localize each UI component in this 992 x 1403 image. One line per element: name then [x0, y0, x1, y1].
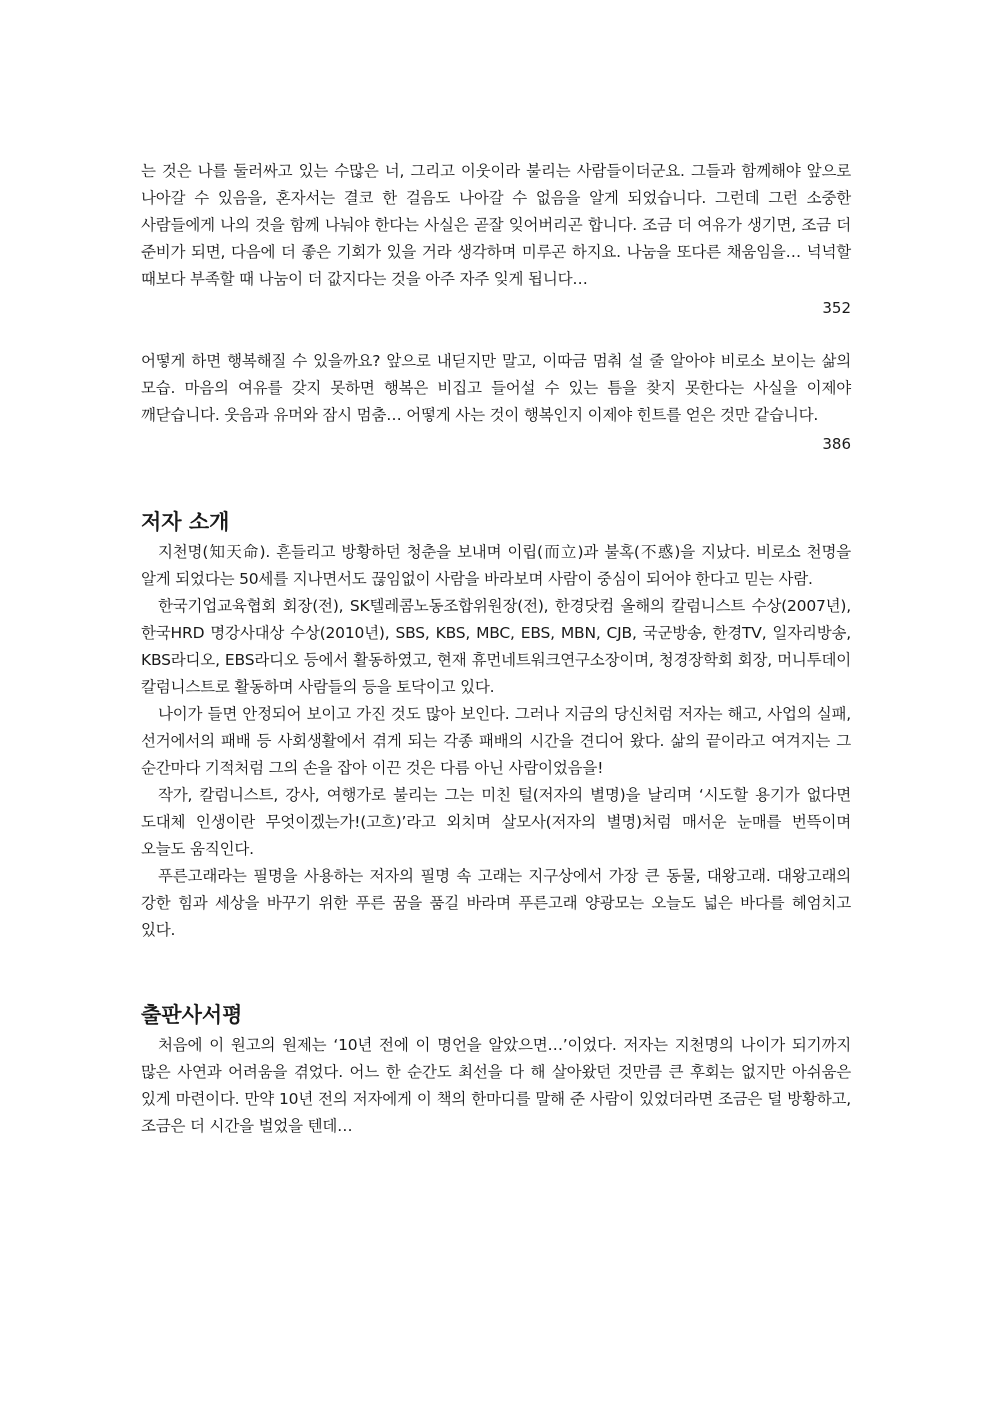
author-paragraph: 지천명(知天命). 흔들리고 방황하던 청춘을 보내며 이립(而立)과 불혹(不惑)을 지났다. 비로소 천명을 알게 되었다는 50세를 지나면서도 끊임없이 사람을 바라보며 사람이 중심이 되어야 한다고 믿는 사람. [141, 543, 851, 588]
author-section [141, 507, 851, 944]
section-heading: 출판사서평 [141, 1002, 243, 1027]
author-paragraph: 푸른고래라는 필명을 사용하는 저자의 필명 속 고래는 지구상에서 가장 큰 동물, 대왕고래. 대왕고래의 강한 힘과 세상을 바꾸기 위한 푸른 꿈을 품길 바라며 푸른고래 양광모는 오늘도 넓은 바다를 헤엄치고 있다. [141, 867, 851, 939]
excerpt-block [141, 348, 851, 455]
document-page [141, 158, 851, 1140]
excerpt-text: 어떻게 하면 행복해질 수 있을까요? 앞으로 내딛지만 말고, 이따금 멈춰 설 줄 알아야 비로소 보이는 삶의 모습. 마음의 여유를 갖지 못하면 행복은 비집고 들어설 수 있는 틈을 찾지 못한다는 사실을 이제야 깨닫습니다. 웃음과 유머와 잠시 멈춤… 어떻게 사는 것이 행복인지 이제야 힌트를 얻은 것만 같습니다. [141, 352, 851, 424]
author-paragraph: 나이가 들면 안정되어 보이고 가진 것도 많아 보인다. 그러나 지금의 당신처럼 저자는 해고, 사업의 실패, 선거에서의 패배 등 사회생활에서 겪게 되는 각종 패배의 시간을 견디어 왔다. 삶의 끝이라고 여겨지는 그 순간마다 기적처럼 그의 손을 잡아 이끈 것은 다름 아닌 사람이었음을! [141, 705, 851, 777]
publisher-section [141, 1000, 851, 1140]
section-heading: 저자 소개 [141, 509, 230, 534]
author-paragraph: 한국기업교육협회 회장(전), SK텔레콤노동조합위원장(전), 한경닷컴 올해의 칼럼니스트 수상(2007년), 한국HRD 명강사대상 수상(2010년), SBS, KBS, MBC, EBS, MBN, CJB, 국군방송, 한경TV, 일자리방송, KBS라디오, EBS라디오 등에서 활동하였고, 현재 휴먼네트워크연구소장이며, 청경장학회 회장, 머니투데이 칼럼니스트로 활동하며 사람들의 등을 토닥이고 있다. [141, 597, 851, 696]
page-number: 352 [822, 299, 851, 317]
publisher-paragraph: 처음에 이 원고의 원제는 ‘10년 전에 이 명언을 알았으면…’이었다. 저자는 지천명의 나이가 되기까지 많은 사연과 어려움을 겪었다. 어느 한 순간도 최선을 다 해 살아왔던 것만큼 큰 후회는 없지만 아쉬움은 있게 마련이다. 만약 10년 전의 저자에게 이 책의 한마디를 말해 준 사람이 있었더라면 조금은 덜 방황하고, 조금은 더 시간을 벌었을 텐데… [141, 1036, 851, 1135]
author-paragraph: 작가, 칼럼니스트, 강사, 여행가로 불리는 그는 미친 털(저자의 별명)을 날리며 ‘시도할 용기가 없다면 도대체 인생이란 무엇이겠는가!(고흐)’라고 외치며 살모사(저자의 별명)처럼 매서운 눈매를 번뜩이며 오늘도 움직인다. [141, 786, 851, 858]
page-number: 386 [822, 435, 851, 453]
excerpt-text: 는 것은 나를 둘러싸고 있는 수많은 너, 그리고 이웃이라 불리는 사람들이더군요. 그들과 함께해야 앞으로 나아갈 수 있음을, 혼자서는 결코 한 걸음도 나아갈 수 없음을 알게 되었습니다. 그런데 그런 소중한 사람들에게 나의 것을 함께 나눠야 한다는 사실은 곧잘 잊어버리곤 합니다. 조금 더 여유가 생기면, 조금 더 준비가 되면, 다음에 더 좋은 기회가 있을 거라 생각하며 미루곤 하지요. 나눔을 또다른 채움임을… 넉넉할 때보다 부족할 때 나눔이 더 값지다는 것을 아주 자주 잊게 됩니다… [141, 162, 851, 288]
excerpt-block [141, 158, 851, 319]
